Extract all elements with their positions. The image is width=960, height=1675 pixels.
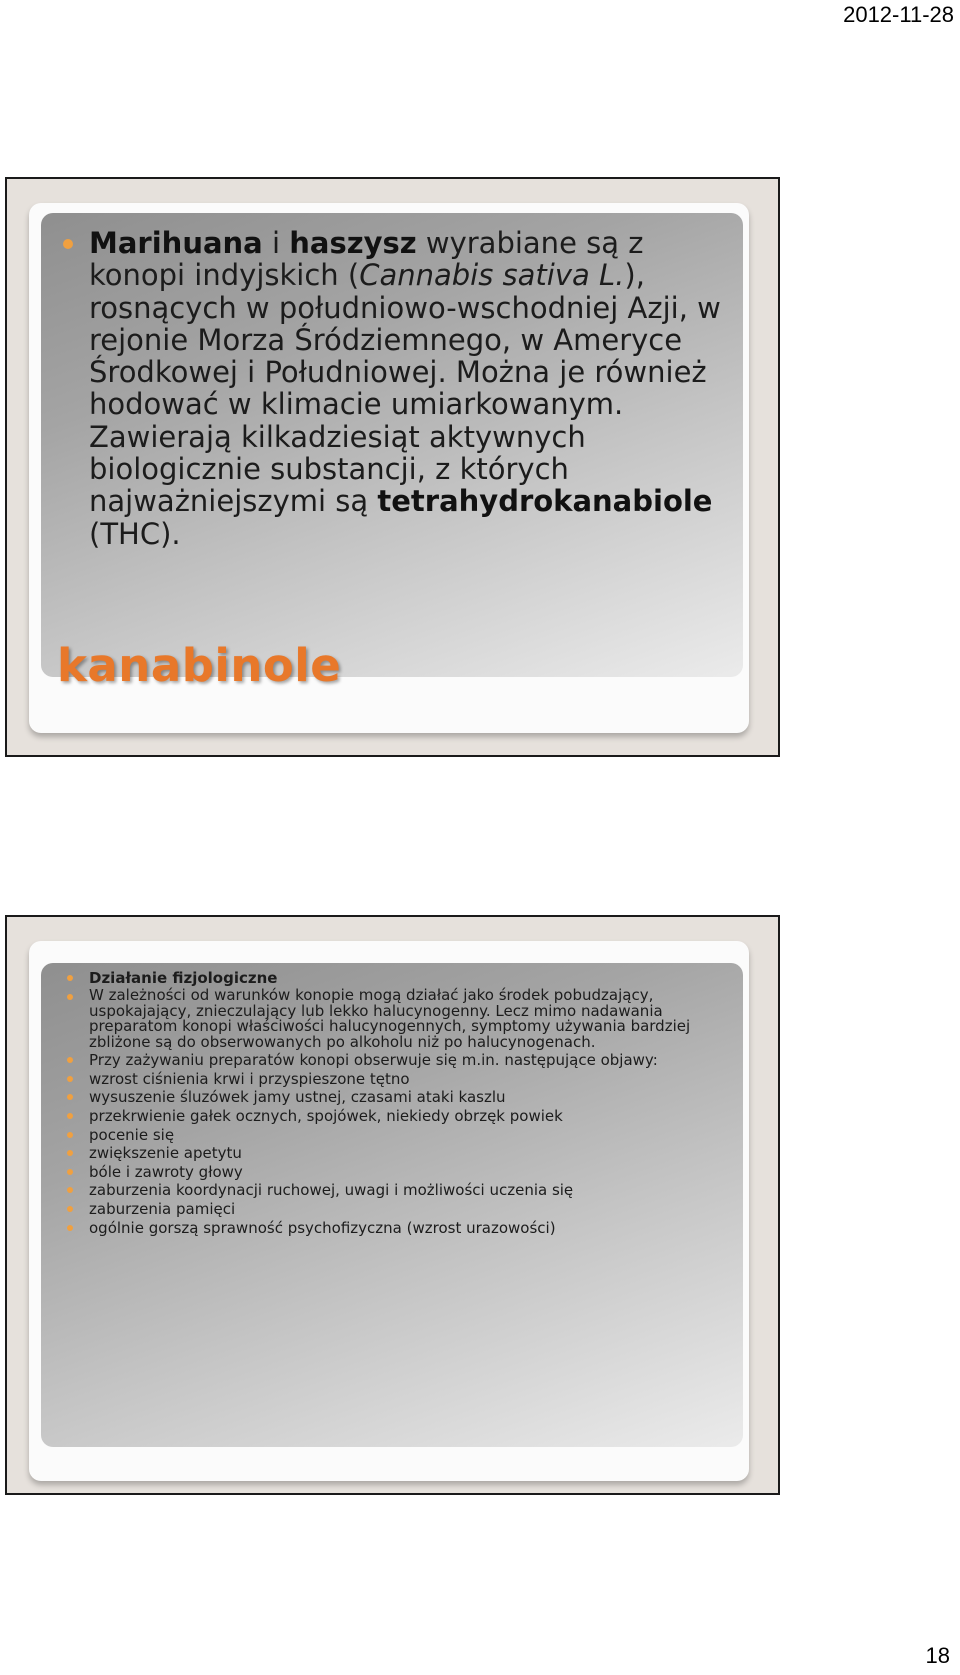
slide-1-card [29,203,749,733]
slide-1-bullet [89,227,739,550]
bullet-text: (THC). [89,516,181,551]
list-item: pocenie się [89,1126,729,1145]
term-marihuana: Marihuana [89,226,263,260]
list-item: Przy zażywaniu preparatów konopi obserwuje się m.in. następujące objawy: [89,1051,729,1070]
slide-1-title: kanabinole [57,639,342,692]
term-haszysz: haszysz [289,226,417,260]
bullet-text: ), rosnących w południowo-wschodniej Azji, w rejonie Morza Śródziemnego, w Ameryce Środkowej i Południowej. Można je również hodować w klimacie umiarkowanym. Zawierają kilkadziesiąt aktywnych biologicznie substancji, z których najważniejszymi są [89,258,721,519]
slide-2-card [29,941,749,1481]
slide-2-content-panel [41,963,743,1447]
slide-1-content-panel [41,213,743,692]
list-item: bóle i zawroty głowy [89,1163,729,1182]
slide-1 [5,177,780,757]
term-cannabis-sativa: Cannabis sativa L. [359,258,625,293]
list-item: wzrost ciśnienia krwi i przyspieszone tętno [89,1070,729,1089]
list-item: ogólnie gorszą sprawność psychofizyczna (wzrost urazowości) [89,1219,729,1238]
slide-2-bullet-list [89,969,729,1237]
list-item: zaburzenia pamięci [89,1200,729,1219]
bullet-text: i [262,226,290,260]
list-item: zaburzenia koordynacji ruchowej, uwagi i możliwości uczenia się [89,1181,729,1200]
page-number: 18 [925,1643,950,1668]
list-item: zwiększenie apetytu [89,1144,729,1163]
list-item: wysuszenie śluzówek jamy ustnej, czasami ataki kaszlu [89,1088,729,1107]
slide-1-bullet-list [89,227,739,550]
bullet-text: wyrabiane są z konopi indyjskich ( [89,226,644,293]
heading-text: Działanie fizjologiczne [89,969,278,987]
page-date: 2012-11-28 [843,2,954,27]
slide-2 [5,915,780,1495]
list-item: W zależności od warunków konopie mogą działać jako środek pobudzający, uspokajający, znieczulający lub lekko halucynogenny. Lecz mimo nadawania preparatom konopi właściwości halucynogennych, symptomy używania bardziej zbliżone są do obserwowanych po alkoholu niż po halucynogenach. [89,988,729,1052]
term-thc: tetrahydrokanabiole [377,484,713,519]
list-item: przekrwienie gałek ocznych, spojówek, niekiedy obrzęk powiek [89,1107,729,1126]
bullet-heading [89,969,729,988]
